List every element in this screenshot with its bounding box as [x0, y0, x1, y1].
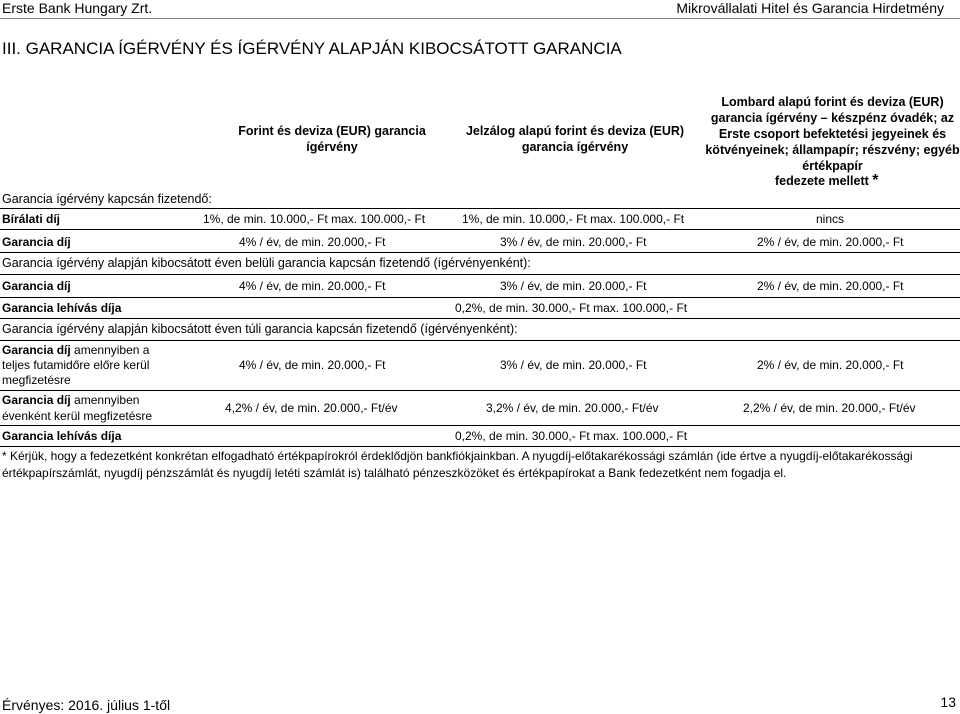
- section-title: III. GARANCIA ÍGÉRVÉNY ÉS ÍGÉRVÉNY ALAPJÁN KIBOCSÁTOTT GARANCIA: [2, 39, 622, 58]
- row-label-biralati-dij: Bírálati díj: [2, 212, 61, 226]
- column-header-lombard: Lombard alapú forint és deviza (EUR) garancia ígérvény – készpénz óvadék; az Erste csoport befektetési jegyeinek és kötvényeinek; állampapír; részvény; egyéb értékpapír: [705, 95, 960, 173]
- cell-evenkent-c1: 4,2% / év, de min. 20.000,- Ft/év: [225, 401, 398, 415]
- validity-date: Érvényes: 2016. július 1-től: [2, 697, 171, 713]
- cell-evenkent-c2: 3,2% / év, de min. 20.000,- Ft/év: [486, 401, 659, 415]
- row-label-lehivas-dija: Garancia lehívás díja: [2, 301, 122, 315]
- group-title-igerveny: Garancia ígérvény kapcsán fizetendő:: [2, 192, 212, 206]
- column-header-forint-deviza: Forint és deviza (EUR) garancia ígérvény: [238, 124, 426, 154]
- divider: [0, 446, 960, 447]
- row-label-garancia-dij-elore: Garancia díj amennyiben a teljes futamidőre előre kerül megfizetésre: [2, 343, 150, 387]
- cell-elore-c2: 3% / év, de min. 20.000,- Ft: [500, 358, 647, 372]
- column-header-jelzalog: Jelzálog alapú forint és deviza (EUR) garancia ígérvény: [465, 124, 685, 154]
- cell-lehivas-merged: 0,2%, de min. 30.000,- Ft max. 100.000,- Ft: [455, 301, 688, 315]
- cell-garancia-dij-c1: 4% / év, de min. 20.000,- Ft: [239, 279, 386, 293]
- group-title-even-tuli: Garancia ígérvény alapján kibocsátott éven túli garancia kapcsán fizetendő (ígérvényenként):: [2, 322, 518, 336]
- divider: [0, 208, 960, 209]
- document-title: Mikrovállalati Hitel és Garancia Hirdetmény: [676, 0, 944, 16]
- row-label-lehivas-dija: Garancia lehívás díja: [2, 429, 122, 443]
- cell-biralati-c2: 1%, de min. 10.000,- Ft max. 100.000,- Ft: [462, 212, 685, 226]
- row-label-garancia-dij-evenkent: Garancia díj amennyiben évenként kerül megfizetésre: [2, 393, 153, 423]
- divider: [0, 297, 960, 298]
- cell-garancia-dij-c2: 3% / év, de min. 20.000,- Ft: [500, 279, 647, 293]
- row-label-garancia-dij: Garancia díj: [2, 279, 71, 293]
- divider: [0, 390, 960, 391]
- divider: [0, 274, 960, 275]
- cell-garancia-dij-c3: 2% / év, de min. 20.000,- Ft: [757, 279, 904, 293]
- divider: [0, 318, 960, 319]
- page-number: 13: [940, 694, 956, 710]
- group-title-even-beluli: Garancia ígérvény alapján kibocsátott éven belüli garancia kapcsán fizetendő (ígérvényenként):: [2, 256, 531, 270]
- divider: [0, 340, 960, 341]
- cell-biralati-c3: nincs: [816, 212, 845, 226]
- footnote: * Kérjük, hogy a fedezetként konkrétan elfogadható értékpapírokról érdeklődjön bankfiókjainkban. A nyugdíj-előtakarékossági számlán (ide értve a nyugdíj-előtakarékossági értékpapírszámlát, nyugdíj pénzszámlát és nyugdíj letéti számlát is) található pénzeszközöket és értékpapírokat a Bank fedezetként nem fogadja el.: [2, 449, 913, 480]
- cell-garancia-dij-c3: 2% / év, de min. 20.000,- Ft: [757, 235, 904, 249]
- divider: [0, 252, 960, 253]
- cell-elore-c3: 2% / év, de min. 20.000,- Ft: [757, 358, 904, 372]
- row-label-garancia-dij: Garancia díj: [2, 235, 71, 249]
- cell-garancia-dij-c1: 4% / év, de min. 20.000,- Ft: [239, 235, 386, 249]
- cell-evenkent-c3: 2,2% / év, de min. 20.000,- Ft/év: [743, 401, 916, 415]
- cell-elore-c1: 4% / év, de min. 20.000,- Ft: [239, 358, 386, 372]
- cell-lehivas-merged: 0,2%, de min. 30.000,- Ft max. 100.000,- Ft: [455, 429, 688, 443]
- cell-garancia-dij-c2: 3% / év, de min. 20.000,- Ft: [500, 235, 647, 249]
- column-header-lombard-sub: fedezete mellett *: [775, 172, 879, 189]
- cell-biralati-c1: 1%, de min. 10.000,- Ft max. 100.000,- Ft: [203, 212, 426, 226]
- divider: [0, 425, 960, 426]
- divider: [0, 229, 960, 230]
- bank-name: Erste Bank Hungary Zrt.: [2, 0, 153, 16]
